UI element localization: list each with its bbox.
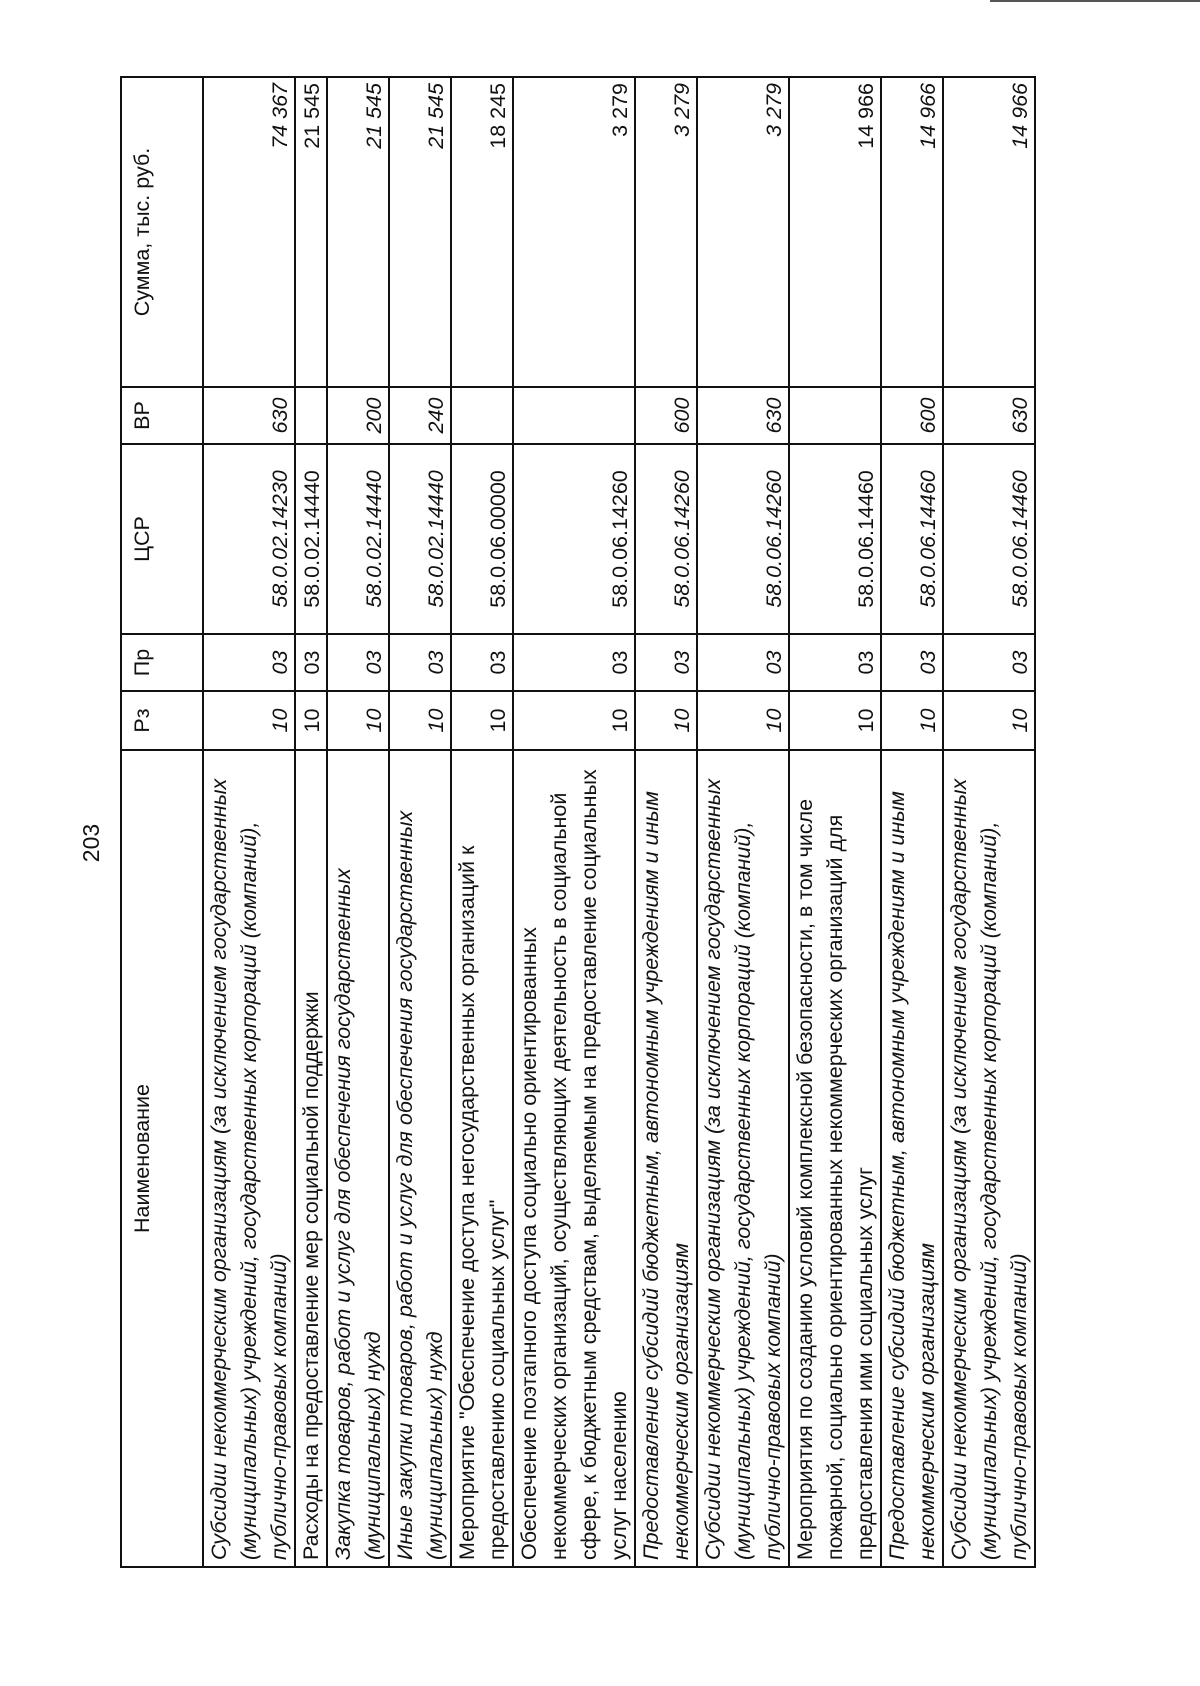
cell-sum: 3 279 xyxy=(513,77,635,387)
cell-pr: 03 xyxy=(635,634,697,691)
cell-csr: 58.0.06.14260 xyxy=(635,444,697,634)
table-row xyxy=(513,77,635,1567)
cell-name: Мероприятие "Обеспечение доступа негосударственных организаций к предоставлению социальных услуг" xyxy=(451,750,513,1567)
table-row xyxy=(327,77,389,1567)
budget-table xyxy=(120,76,1036,1568)
cell-name: Закупка товаров, работ и услуг для обеспечения государственных (муниципальных) нужд xyxy=(327,750,389,1567)
page-number: 203 xyxy=(78,823,104,863)
table-row xyxy=(943,77,1035,1567)
table-row xyxy=(203,77,295,1567)
cell-sum: 21 545 xyxy=(389,77,451,387)
cell-rz: 10 xyxy=(697,691,789,750)
cell-sum: 14 966 xyxy=(881,77,943,387)
cell-pr: 03 xyxy=(789,634,881,691)
table-row xyxy=(697,77,789,1567)
cell-sum: 18 245 xyxy=(451,77,513,387)
cell-pr: 03 xyxy=(697,634,789,691)
cell-pr: 03 xyxy=(451,634,513,691)
cell-csr: 58.0.06.14460 xyxy=(789,444,881,634)
cell-rz: 10 xyxy=(327,691,389,750)
cell-pr: 03 xyxy=(389,634,451,691)
cell-name: Обеспечение поэтапного доступа социально ориентированных некоммерческих организаций, осуществляющих деятельность в социальной сфере, к бюджетным средствам, выделяемым на предоставление социальных услуг населению xyxy=(513,750,635,1567)
cell-pr: 03 xyxy=(943,634,1035,691)
header-vr: ВР xyxy=(121,387,203,444)
table-row xyxy=(789,77,881,1567)
cell-vr: 200 xyxy=(327,387,389,444)
cell-csr: 58.0.06.14460 xyxy=(943,444,1035,634)
cell-name: Предоставление субсидий бюджетным, автономным учреждениям и иным некоммерческим организациям xyxy=(635,750,697,1567)
cell-vr: 240 xyxy=(389,387,451,444)
cell-sum: 3 279 xyxy=(635,77,697,387)
cell-pr: 03 xyxy=(295,634,327,691)
header-name: Наименование xyxy=(121,750,203,1567)
cell-name: Иные закупки товаров, работ и услуг для обеспечения государственных (муниципальных) нужд xyxy=(389,750,451,1567)
cell-sum: 3 279 xyxy=(697,77,789,387)
cell-vr: 600 xyxy=(881,387,943,444)
cell-name: Субсидии некоммерческим организациям (за исключением государственных (муниципальных) учреждений, государственных корпораций (компаний), публично-правовых компаний) xyxy=(697,750,789,1567)
cell-sum: 14 966 xyxy=(943,77,1035,387)
table-row xyxy=(635,77,697,1567)
cell-pr: 03 xyxy=(513,634,635,691)
cell-rz: 10 xyxy=(635,691,697,750)
cell-vr: 600 xyxy=(635,387,697,444)
table-row xyxy=(881,77,943,1567)
cell-csr: 58.0.06.14260 xyxy=(697,444,789,634)
cell-rz: 10 xyxy=(203,691,295,750)
header-sum: Сумма, тыс. руб. xyxy=(121,77,203,387)
cell-sum: 21 545 xyxy=(327,77,389,387)
cell-name: Предоставление субсидий бюджетным, автономным учреждениям и иным некоммерческим организациям xyxy=(881,750,943,1567)
header-rz: Рз xyxy=(121,691,203,750)
cell-csr: 58.0.02.14440 xyxy=(389,444,451,634)
cell-sum: 21 545 xyxy=(295,77,327,387)
cell-vr xyxy=(451,387,513,444)
header-row xyxy=(121,77,203,1567)
cell-sum: 74 367 xyxy=(203,77,295,387)
cell-vr: 630 xyxy=(943,387,1035,444)
cell-vr: 630 xyxy=(203,387,295,444)
cell-csr: 58.0.06.14260 xyxy=(513,444,635,634)
cell-vr xyxy=(295,387,327,444)
cell-name: Субсидии некоммерческим организациям (за исключением государственных (муниципальных) учреждений, государственных корпораций (компаний), публично-правовых компаний) xyxy=(943,750,1035,1567)
cell-csr: 58.0.06.14460 xyxy=(881,444,943,634)
cell-rz: 10 xyxy=(789,691,881,750)
cell-rz: 10 xyxy=(389,691,451,750)
cell-csr: 58.0.02.14440 xyxy=(327,444,389,634)
cell-csr: 58.0.02.14230 xyxy=(203,444,295,634)
table-row xyxy=(389,77,451,1567)
cell-vr xyxy=(789,387,881,444)
cell-vr: 630 xyxy=(697,387,789,444)
cell-csr: 58.0.06.00000 xyxy=(451,444,513,634)
cell-csr: 58.0.02.14440 xyxy=(295,444,327,634)
cell-rz: 10 xyxy=(295,691,327,750)
cell-pr: 03 xyxy=(881,634,943,691)
cell-sum: 14 966 xyxy=(789,77,881,387)
header-pr: Пр xyxy=(121,634,203,691)
cell-name: Мероприятия по созданию условий комплексной безопасности, в том числе пожарной, социально ориентированных некоммерческих организаций для предоставления ими социальных услуг xyxy=(789,750,881,1567)
cell-rz: 10 xyxy=(943,691,1035,750)
cell-pr: 03 xyxy=(327,634,389,691)
table-row xyxy=(451,77,513,1567)
cell-rz: 10 xyxy=(513,691,635,750)
cell-pr: 03 xyxy=(203,634,295,691)
cell-vr xyxy=(513,387,635,444)
table-row xyxy=(295,77,327,1567)
cell-rz: 10 xyxy=(451,691,513,750)
cell-name: Расходы на предоставление мер социальной поддержки xyxy=(295,750,327,1567)
cell-name: Субсидии некоммерческим организациям (за исключением государственных (муниципальных) учреждений, государственных корпораций (компаний), публично-правовых компаний) xyxy=(203,750,295,1567)
header-csr: ЦСР xyxy=(121,444,203,634)
cell-rz: 10 xyxy=(881,691,943,750)
table-body xyxy=(203,77,1035,1567)
